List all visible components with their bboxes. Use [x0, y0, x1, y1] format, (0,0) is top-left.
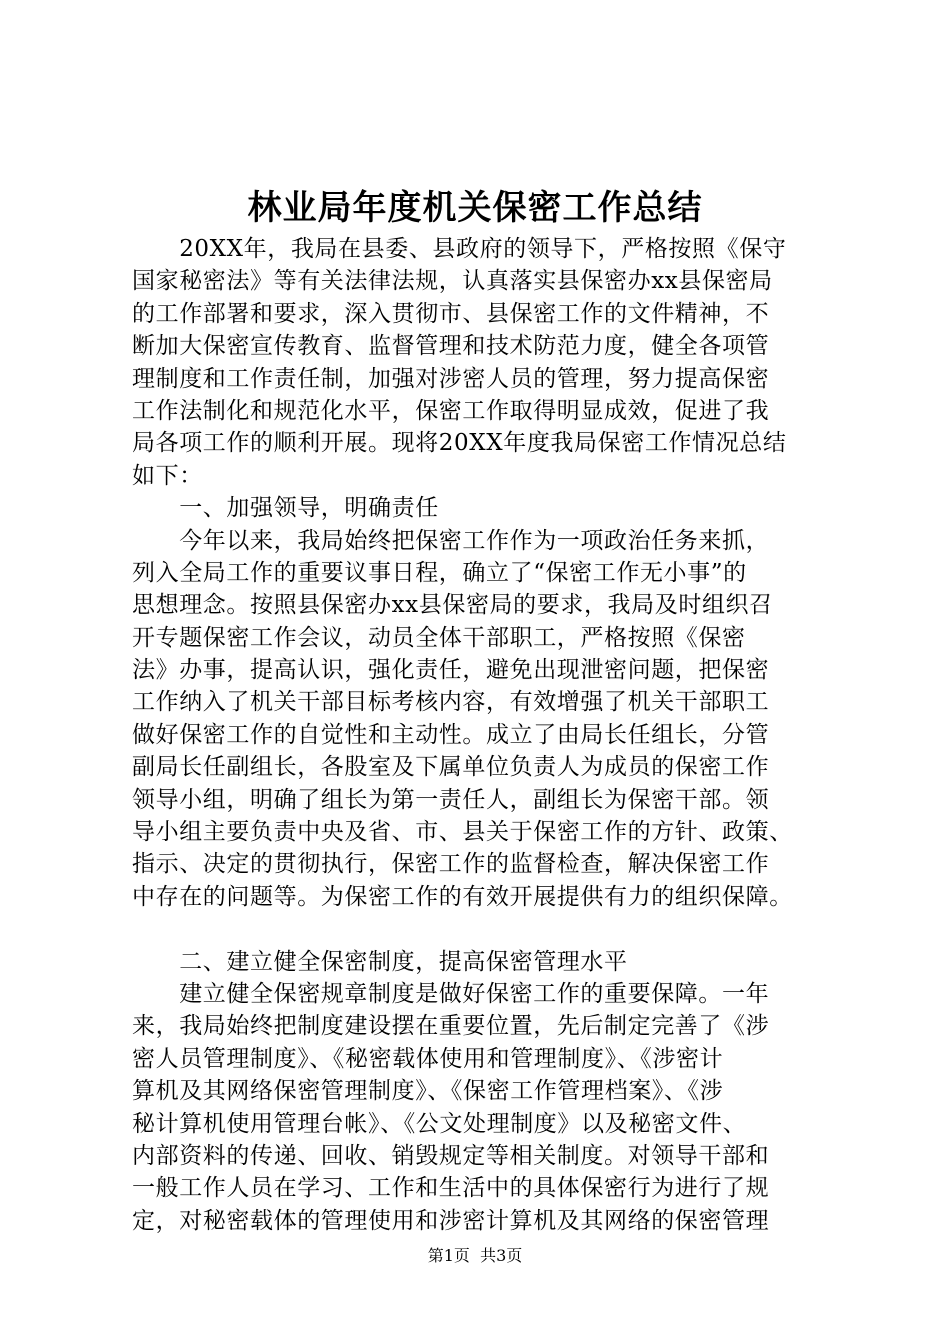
page-number-footer: 第1页 共3页	[427, 1246, 523, 1265]
text-line: 工作法制化和规范化水平，保密工作取得明显成效，促进了我	[132, 397, 770, 424]
text-line: 思想理念。按照县保密办xx县保密局的要求，我局及时组织召	[132, 592, 773, 619]
text-line: 导小组主要负责中央及省、市、县关于保密工作的方针、政策、	[132, 819, 793, 846]
text-line: 副局长任副组长，各股室及下属单位负责人为成员的保密工作	[132, 754, 770, 781]
text-line: 法》办事，提高认识，强化责任，避免出现泄密问题，把保密	[132, 657, 770, 684]
text-line: 今年以来，我局始终把保密工作作为一项政治任务来抓，	[132, 527, 770, 554]
text-line: 秘计算机使用管理台帐》、《公文处理制度》以及秘密文件、	[132, 1110, 747, 1137]
text-line: 局各项工作的顺利开展。现将20XX年度我局保密工作情况总结	[132, 430, 787, 457]
text-line: 密人员管理制度》、《秘密载体使用和管理制度》、《涉密计	[132, 1045, 724, 1072]
text-line: 20XX年，我局在县委、县政府的领导下，严格按照《保守	[132, 236, 787, 262]
text-line: 如下：	[132, 462, 203, 489]
text-line: 领导小组，明确了组长为第一责任人，副组长为保密干部。领	[132, 786, 770, 813]
text-line: 指示、决定的贯彻执行，保密工作的监督检查，解决保密工作	[132, 851, 770, 878]
text-line: 内部资料的传递、回收、销毁规定等相关制度。对领导干部和	[132, 1142, 770, 1169]
document-title: 林业局年度机关保密工作总结	[247, 188, 703, 228]
text-line: 一般工作人员在学习、工作和生活中的具体保密行为进行了规	[132, 1175, 770, 1202]
section-heading: 二、建立健全保密制度，提高保密管理水平	[132, 948, 628, 975]
document-body	[132, 233, 852, 1237]
text-line: 开专题保密工作会议，动员全体干部职工，严格按照《保密	[132, 624, 746, 651]
text-line: 国家秘密法》等有关法律法规，认真落实县保密办xx县保密局	[132, 268, 773, 295]
text-line: 定，对秘密载体的管理使用和涉密计算机及其网络的保密管理	[132, 1207, 770, 1234]
text-line: 来，我局始终把制度建设摆在重要位置，先后制定完善了《涉	[132, 1013, 770, 1040]
section-heading: 一、加强领导，明确责任	[132, 495, 439, 522]
paragraph-gap	[132, 913, 852, 945]
text-line: 做好保密工作的自觉性和主动性。成立了由局长任组长，分管	[132, 721, 770, 748]
text-line: 列入全局工作的重要议事日程，确立了“保密工作无小事”的	[132, 559, 747, 586]
text-line: 断加大保密宣传教育、监督管理和技术防范力度，健全各项管	[132, 333, 770, 360]
text-line: 的工作部署和要求，深入贯彻市、县保密工作的文件精神，不	[132, 300, 770, 327]
text-line: 理制度和工作责任制，加强对涉密人员的管理，努力提高保密	[132, 365, 770, 392]
text-line: 建立健全保密规章制度是做好保密工作的重要保障。一年	[132, 980, 770, 1007]
text-line: 算机及其网络保密管理制度》、《保密工作管理档案》、《涉	[132, 1078, 724, 1105]
text-line: 中存在的问题等。为保密工作的有效开展提供有力的组织保障。	[132, 883, 793, 910]
text-line: 工作纳入了机关干部目标考核内容，有效增强了机关干部职工	[132, 689, 770, 716]
